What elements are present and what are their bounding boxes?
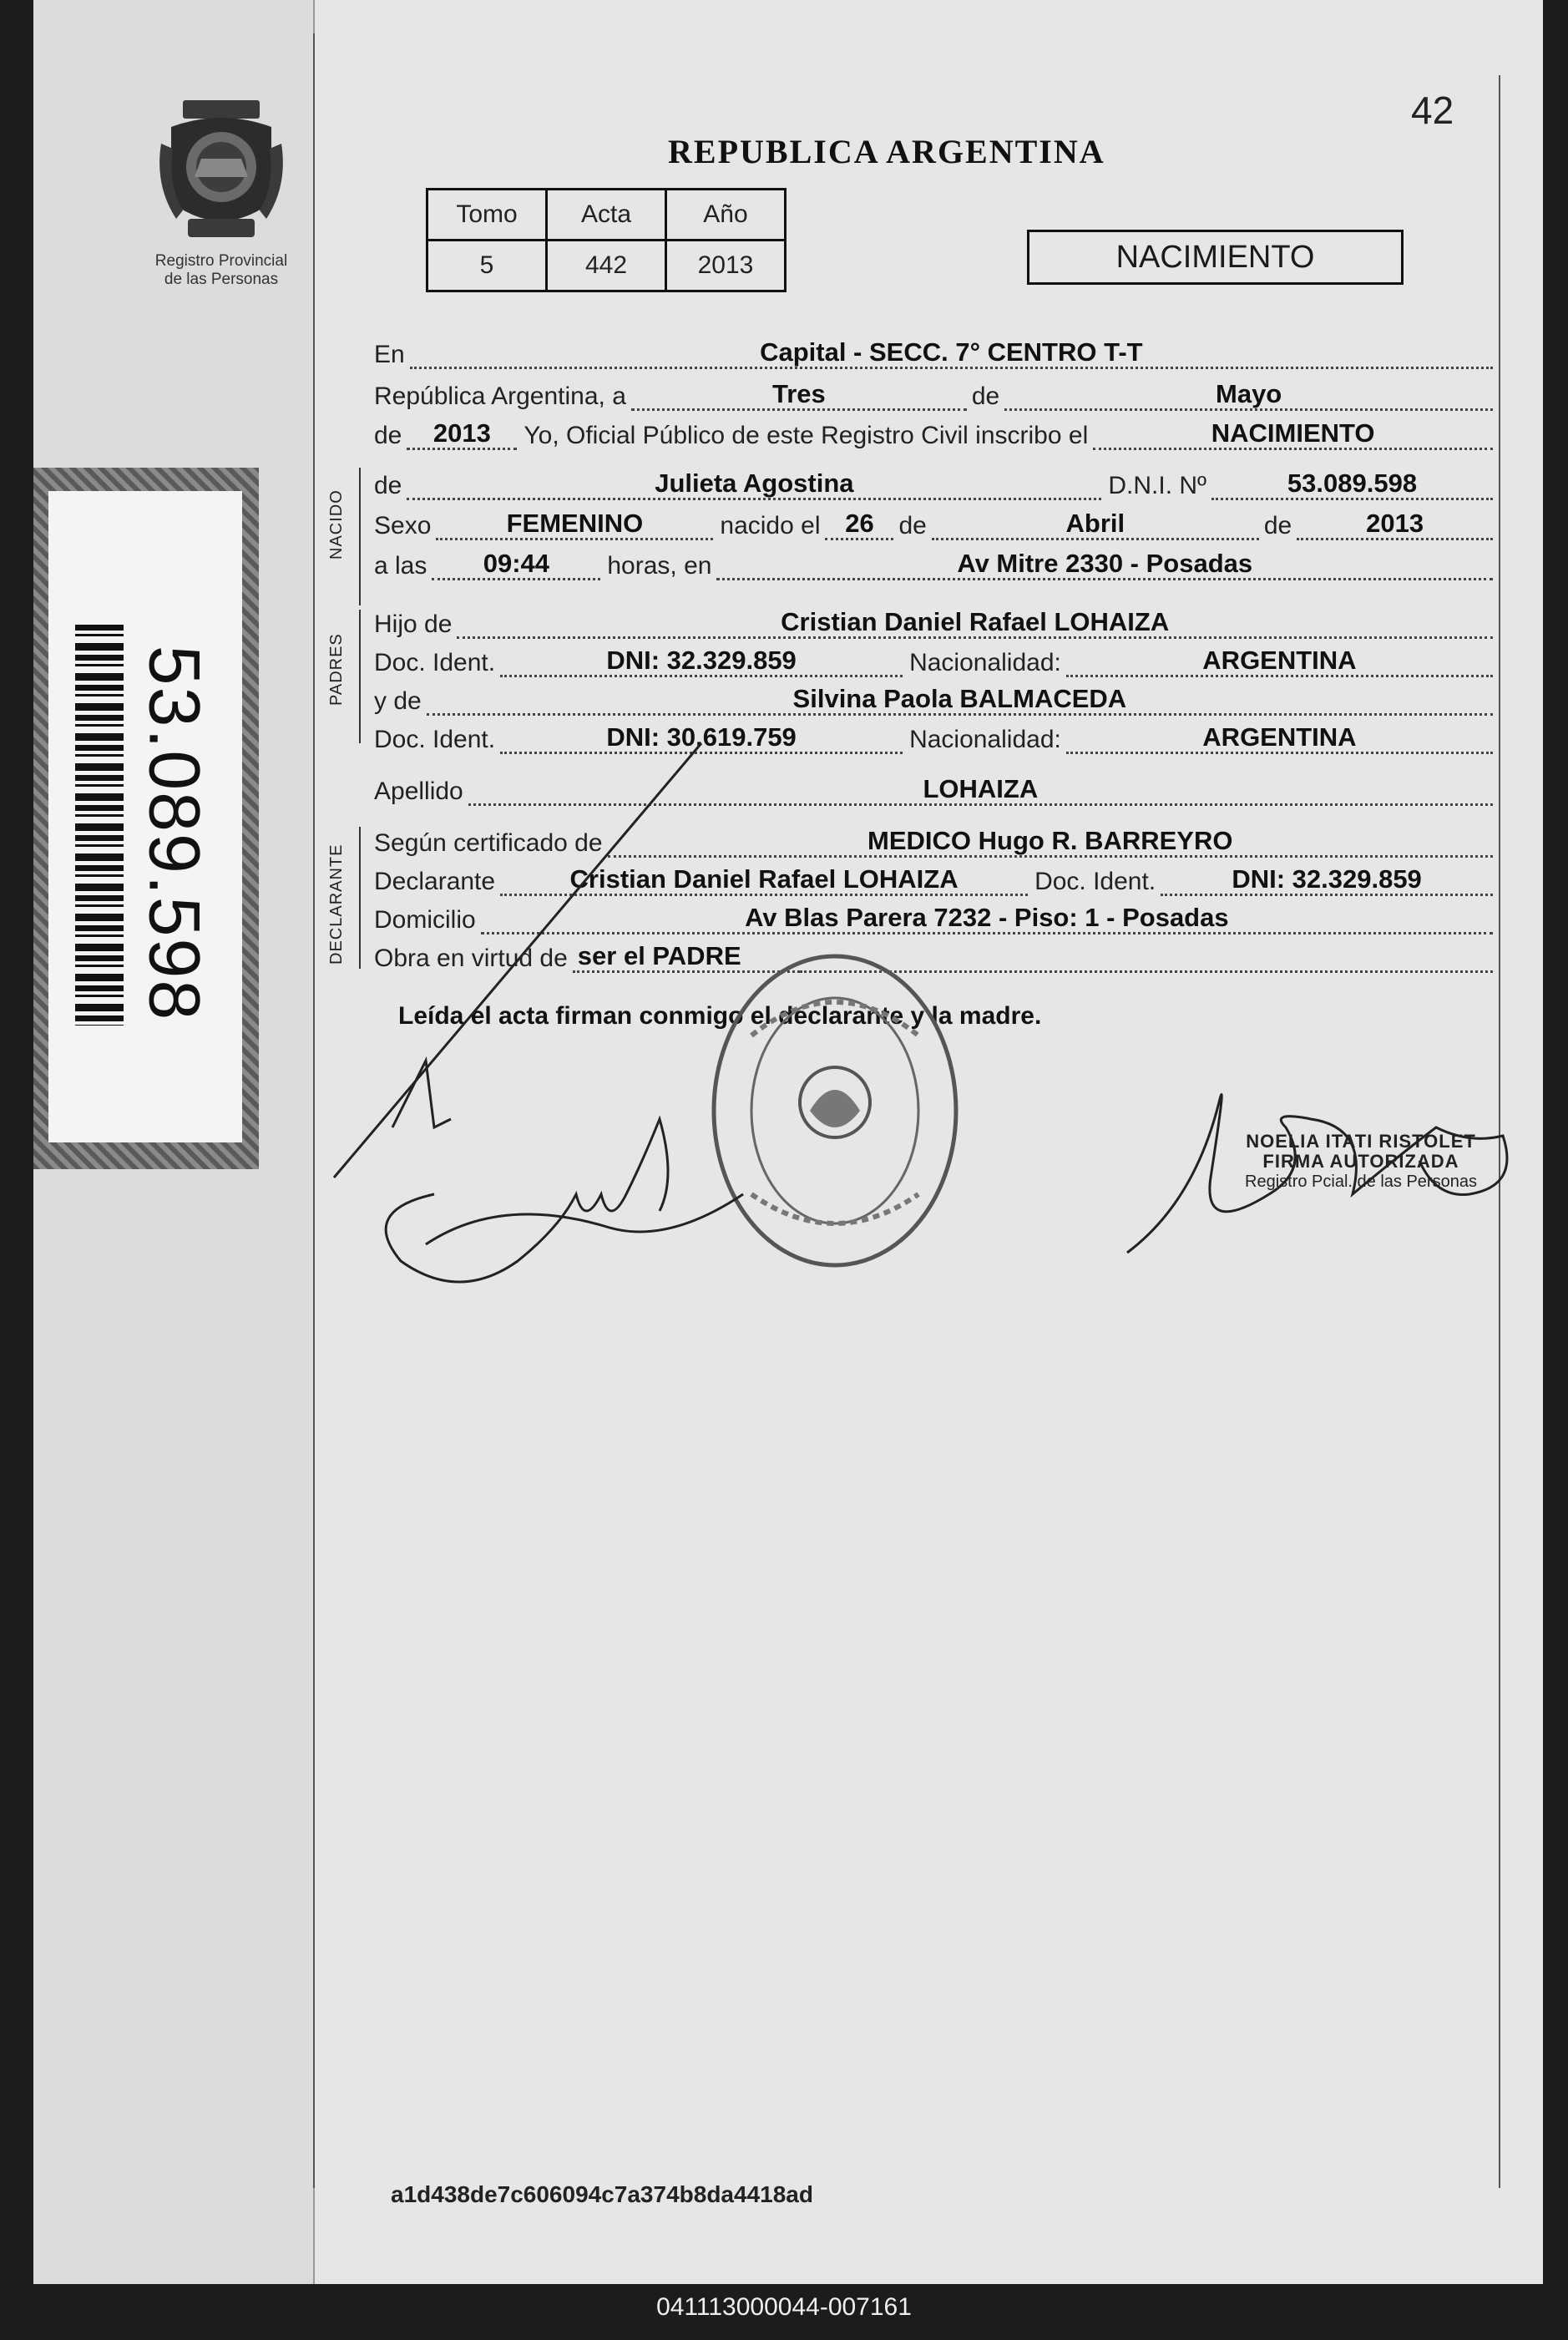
label-apellido: Apellido (374, 777, 463, 805)
field-month: Mayo (1004, 380, 1493, 411)
line-date (374, 380, 1493, 411)
label-official-text: Yo, Oficial Público de este Registro Civil inscribo el (524, 422, 1089, 449)
label-a-las: a las (374, 552, 427, 580)
label-mother-doc: Doc. Ident. (374, 726, 496, 753)
label-horas-en: horas, en (607, 552, 712, 580)
scan-footer-id: 041113000044-007161 (656, 2293, 912, 2321)
label-certificado: Según certificado de (374, 829, 603, 857)
line-child-name (374, 469, 1493, 500)
official-role: FIRMA AUTORIZADA (1262, 1151, 1459, 1172)
header-tomo: Tomo (427, 190, 547, 241)
label-year-de: de (374, 422, 402, 449)
document-hash: a1d438de7c606094c7a374b8da4418ad (391, 2181, 813, 2207)
barcode-label (33, 468, 259, 1169)
label-en: En (374, 341, 405, 368)
nacido-section-bar (359, 468, 361, 605)
field-declarante-name: Cristian Daniel Rafael LOHAIZA (500, 865, 1028, 896)
label-obra: Obra en virtud de (374, 945, 568, 972)
header-ano: Año (666, 190, 786, 241)
label-republica: República Argentina, a (374, 382, 626, 410)
label-child-dni: D.N.I. Nº (1108, 472, 1207, 499)
field-father-nationality: ARGENTINA (1066, 646, 1493, 677)
barcode-card (48, 491, 242, 1142)
value-ano: 2013 (666, 241, 786, 291)
registry-table (426, 188, 787, 292)
label-declarante: Declarante (374, 868, 496, 895)
line-father-doc (374, 646, 1493, 677)
field-child-name: Julieta Agostina (407, 469, 1101, 500)
field-declarante-doc: DNI: 32.329.859 (1161, 865, 1493, 896)
line-place (374, 338, 1493, 369)
nacido-section-label: NACIDO (327, 489, 346, 560)
label-sexo: Sexo (374, 512, 432, 539)
barcode-icon (75, 625, 124, 1026)
line-sex-birthdate (374, 509, 1493, 540)
field-birth-time: 09:44 (432, 550, 600, 580)
field-child-dni: 53.089.598 (1211, 469, 1493, 500)
field-mother-name: Silvina Paola BALMACEDA (427, 685, 1493, 716)
document-stub (33, 0, 315, 2284)
closing-statement: Leída el acta firman conmigo el declarante y la madre. (398, 1002, 1042, 1030)
declarante-section-label: DECLARANTE (327, 843, 346, 965)
field-day-words: Tres (631, 380, 967, 411)
field-father-doc: DNI: 32.329.859 (500, 646, 903, 677)
label-declarante-doc: Doc. Ident. (1034, 868, 1156, 895)
value-tomo: 5 (427, 241, 547, 291)
field-birth-year: 2013 (1297, 509, 1493, 540)
declarant-signature-icon (309, 727, 810, 1328)
logo-text-line1: Registro Provincial (154, 252, 288, 270)
field-year: 2013 (407, 419, 517, 450)
field-birth-place: Av Mitre 2330 - Posadas (716, 550, 1493, 580)
document-title: REPUBLICA ARGENTINA (668, 133, 1105, 170)
label-mother-nationality: Nacionalidad: (909, 726, 1061, 753)
field-birth-month: Abril (932, 509, 1259, 540)
field-place: Capital - SECC. 7° CENTRO T-T (410, 338, 1493, 369)
label-hijo-de: Hijo de (374, 610, 453, 638)
field-mother-nationality: ARGENTINA (1066, 723, 1493, 754)
registry-table-values (427, 241, 786, 291)
label-father-nationality: Nacionalidad: (909, 649, 1061, 676)
official-stamp (1186, 1132, 1536, 1192)
official-name: NOELIA ITATI RISTOLET (1246, 1131, 1476, 1152)
field-domicilio: Av Blas Parera 7232 - Piso: 1 - Posadas (481, 904, 1493, 934)
page-number: 42 (1411, 89, 1454, 132)
label-child-de: de (374, 472, 402, 499)
act-type-box: NACIMIENTO (1027, 230, 1404, 285)
label-birth-de2: de (1263, 512, 1292, 539)
label-father-doc: Doc. Ident. (374, 649, 496, 676)
official-org: Registro Pcial. de las Personas (1245, 1173, 1477, 1191)
field-sexo: FEMENINO (436, 509, 713, 540)
logo-text-line2: de las Personas (164, 271, 279, 288)
label-nacido-el: nacido el (720, 512, 821, 539)
registry-logo-text (121, 252, 321, 289)
field-father-name: Cristian Daniel Rafael LOHAIZA (457, 608, 1493, 639)
field-obra: ser el PADRE (573, 942, 800, 973)
field-certificado: MEDICO Hugo R. BARREYRO (608, 827, 1493, 858)
label-de: de (971, 382, 1000, 410)
value-acta: 442 (547, 241, 666, 291)
barcode-number: 53.089.598 (134, 645, 215, 1022)
field-birth-day: 26 (825, 509, 893, 540)
registry-logo-icon (154, 94, 288, 248)
field-registered-event: NACIMIENTO (1093, 419, 1493, 450)
padres-section-bar (359, 610, 361, 743)
line-father-name (374, 608, 1493, 639)
padres-section-label: PADRES (327, 633, 346, 706)
registry-table-header (427, 190, 786, 241)
line-time-place (374, 550, 1493, 580)
label-y-de: y de (374, 687, 422, 715)
header-acta: Acta (547, 190, 666, 241)
document-page (33, 0, 1543, 2284)
line-year (374, 419, 1493, 450)
label-birth-de: de (898, 512, 927, 539)
label-domicilio: Domicilio (374, 906, 476, 934)
line-mother-name (374, 685, 1493, 716)
field-apellido: LOHAIZA (468, 775, 1493, 806)
field-mother-doc: DNI: 30.619.759 (500, 723, 903, 754)
